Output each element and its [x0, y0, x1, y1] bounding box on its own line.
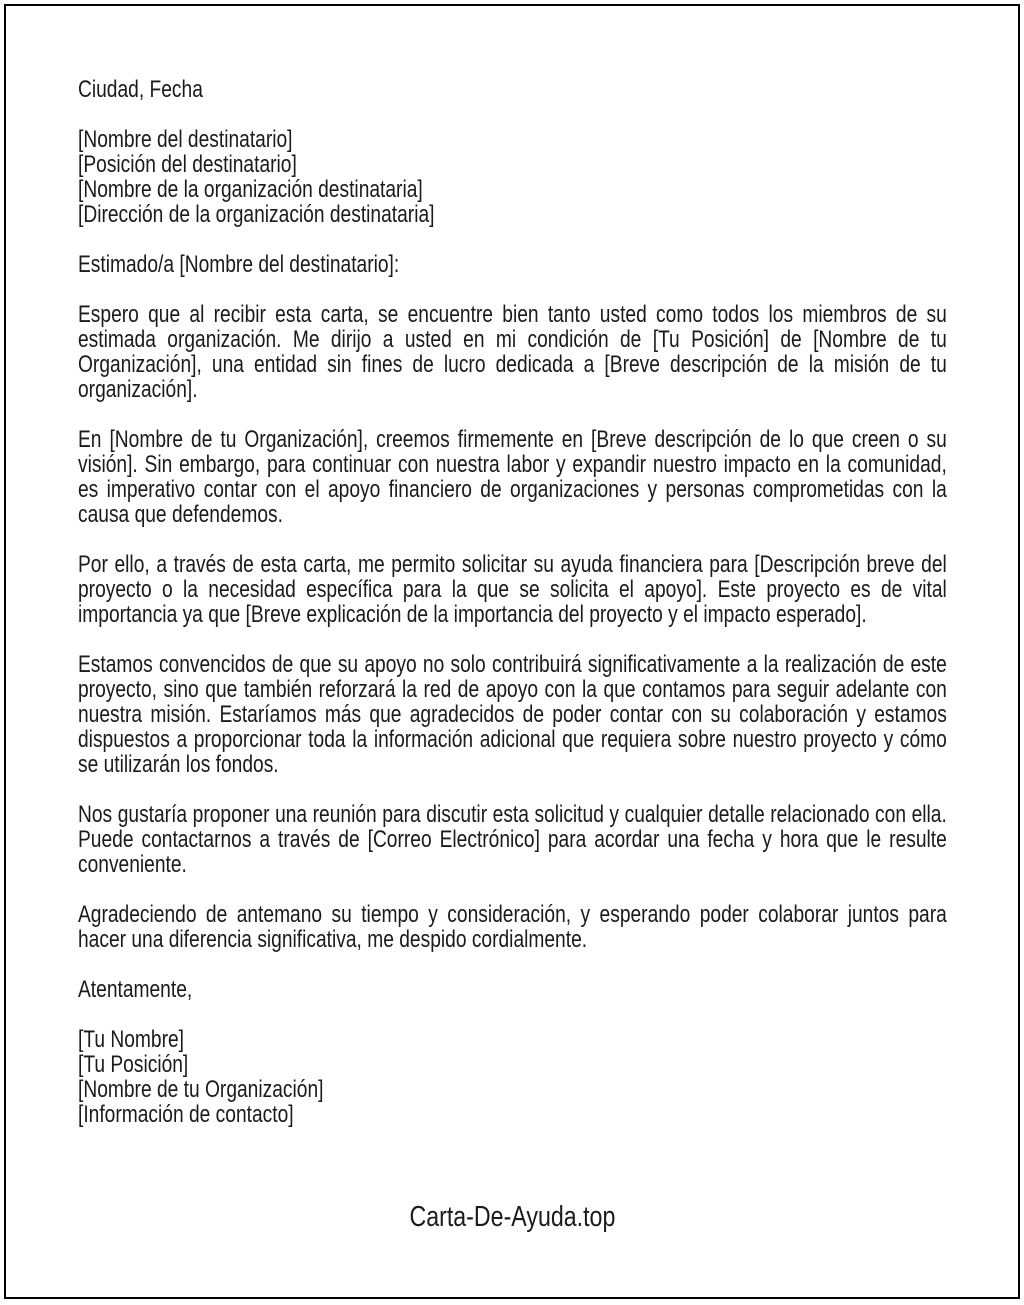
letter-paragraph-impact: Estamos convencidos de que su apoyo no solo contribuirá significativamente a la realización de este proyecto, sino que también reforzará la red de apoyo con la que contamos para seguir adelante con nuestra misión. Estaríamos más que agradecidos de poder contar con su colaboración y estamos dispuestos a proporcionar toda la información adicional que requiera sobre nuestro proyecto y cómo se utilizarán los fondos.	[78, 651, 947, 778]
site-watermark: Carta-De-Ayuda.top	[409, 1201, 616, 1233]
letter-body	[78, 77, 947, 1234]
letter-paragraph-meeting: Nos gustaría proponer una reunión para discutir esta solicitud y cualquier detalle relacionado con ella. Puede contactarnos a través de [Correo Electrónico] para acordar una fecha y hora que le resulte conveniente.	[78, 801, 947, 878]
letter-paragraph-intro: Espero que al recibir esta carta, se encuentre bien tanto usted como todos los miembros de su estimada organización. Me dirijo a usted en mi condición de [Tu Posición] de [Nombre de tu Organización], una entidad sin fines de lucro dedicada a [Breve descripción de la misión de tu organización].	[78, 301, 947, 403]
salutation: Estimado/a [Nombre del destinatario]:	[78, 251, 400, 278]
signature-block	[78, 1027, 947, 1127]
letter-paragraph-thanks: Agradeciendo de antemano su tiempo y consideración, y esperando poder colaborar juntos para hacer una diferencia significativa, me despido cordialmente.	[78, 901, 947, 953]
recipient-position-line: [Posición del destinatario]	[78, 151, 297, 178]
recipient-organization-line: [Nombre de la organización destinataria]	[78, 176, 423, 203]
signature-contact-line: [Información de contacto]	[78, 1101, 294, 1128]
recipient-name-line: [Nombre del destinatario]	[78, 126, 293, 153]
signature-name-line: [Tu Nombre]	[78, 1026, 184, 1053]
recipient-address-line: [Dirección de la organización destinataria]	[78, 201, 435, 228]
signature-position-line: [Tu Posición]	[78, 1051, 189, 1078]
letter-paragraph-request: Por ello, a través de esta carta, me permito solicitar su ayuda financiera para [Descripción breve del proyecto o la necesidad específica para la que se solicita el apoyo]. Este proyecto es de vital importancia ya que [Breve explicación de la importancia del proyecto y el impacto esperado].	[78, 551, 947, 628]
closing: Atentamente,	[78, 976, 193, 1003]
letter-paragraph-mission: En [Nombre de tu Organización], creemos firmemente en [Breve descripción de lo que creen o su visión]. Sin embargo, para continuar con nuestra labor y expandir nuestro impacto en la comunidad, es imperativo contar con el apoyo financiero de organizaciones y personas comprometidas con la causa que defendemos.	[78, 426, 947, 528]
date-line: Ciudad, Fecha	[78, 76, 203, 103]
recipient-block	[78, 127, 947, 227]
signature-organization-line: [Nombre de tu Organización]	[78, 1076, 324, 1103]
